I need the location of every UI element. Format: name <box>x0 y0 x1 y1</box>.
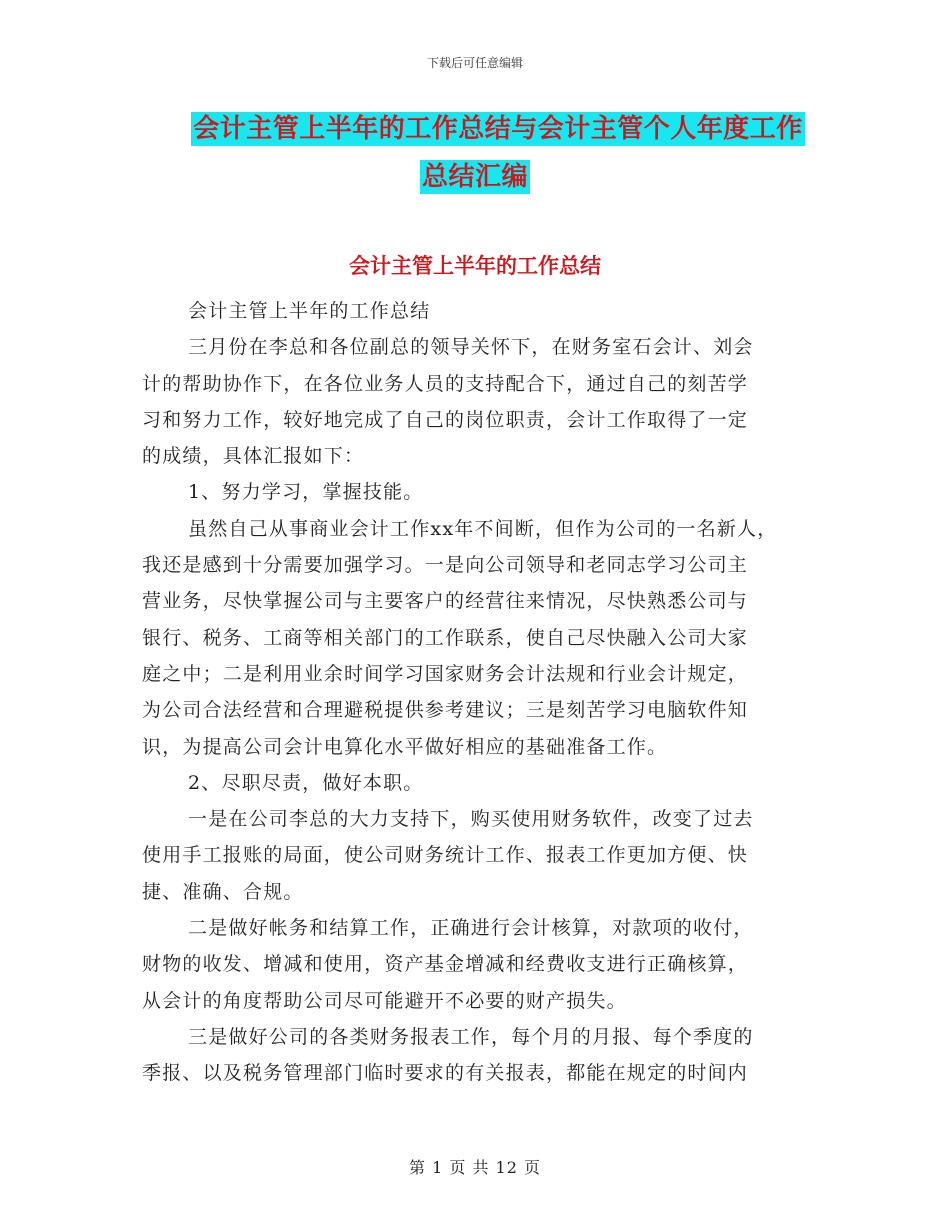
paragraph-line: 我还是感到十分需要加强学习。一是向公司领导和老同志学习公司主 <box>142 554 749 577</box>
paragraph-line: 季报、以及税务管理部门临时要求的有关报表，都能在规定的时间内 <box>142 1062 749 1085</box>
paragraph-line: 为公司合法经营和合理避税提供参考建议；三是刻苦学习电脑软件知 <box>142 699 749 722</box>
paragraph-line: 使用手工报账的局面，使公司财务统计工作、报表工作更加方便、快 <box>142 844 749 867</box>
paragraph-line: 会计主管上半年的工作总结 <box>188 300 431 322</box>
paragraph-line: 三月份在李总和各位副总的领导关怀下，在财务室石会计、刘会 <box>188 336 754 359</box>
document-title-line-2: 总结汇编 <box>421 162 528 192</box>
paragraph-line: 一是在公司李总的大力支持下，购买使用财务软件，改变了过去 <box>188 808 754 831</box>
paragraph-line: 1、努力学习，掌握技能。 <box>188 481 424 504</box>
paragraph-line: 识，为提高公司会计电算化水平做好相应的基础准备工作。 <box>142 735 668 758</box>
paragraph-line: 营业务，尽快掌握公司与主要客户的经营往来情况，尽快熟悉公司与 <box>142 590 749 613</box>
paragraph-line: 的成绩，具体汇报如下： <box>142 445 365 468</box>
paragraph-line: 财物的收发、增减和使用，资产基金增减和经费收支进行正确核算， <box>142 953 749 976</box>
paragraph-line: 虽然自己从事商业会计工作xx年不间断，但作为公司的一名新人， <box>188 517 778 540</box>
paragraph-line: 三是做好公司的各类财务报表工作，每个月的月报、每个季度的 <box>188 1025 754 1048</box>
paragraph-line: 2、尽职尽责，做好本职。 <box>188 771 424 794</box>
paragraph-line: 从会计的角度帮助公司尽可能避开不必要的财产损失。 <box>142 989 627 1012</box>
page-number-footer: 第 1 页 共 12 页 <box>409 1158 541 1177</box>
paragraph-line: 习和努力工作，较好地完成了自己的岗位职责，会计工作取得了一定 <box>142 408 749 431</box>
paragraph-line: 捷、准确、合规。 <box>142 880 304 903</box>
header-note: 下载后可任意编辑 <box>426 56 523 70</box>
body-text <box>142 293 822 1092</box>
document-title <box>0 112 950 194</box>
paragraph-line: 庭之中；二是利用业余时间学习国家财务会计法规和行业会计规定， <box>142 662 749 685</box>
section-title: 会计主管上半年的工作总结 <box>349 254 601 278</box>
paragraph-line: 银行、税务、工商等相关部门的工作联系，使自己尽快融入公司大家 <box>142 626 749 649</box>
document-title-line-1: 会计主管上半年的工作总结与会计主管个人年度工作 <box>193 114 803 144</box>
paragraph-line: 二是做好帐务和结算工作，正确进行会计核算，对款项的收付， <box>188 917 754 940</box>
paragraph-line: 计的帮助协作下，在各位业务人员的支持配合下，通过自己的刻苦学 <box>142 372 749 395</box>
